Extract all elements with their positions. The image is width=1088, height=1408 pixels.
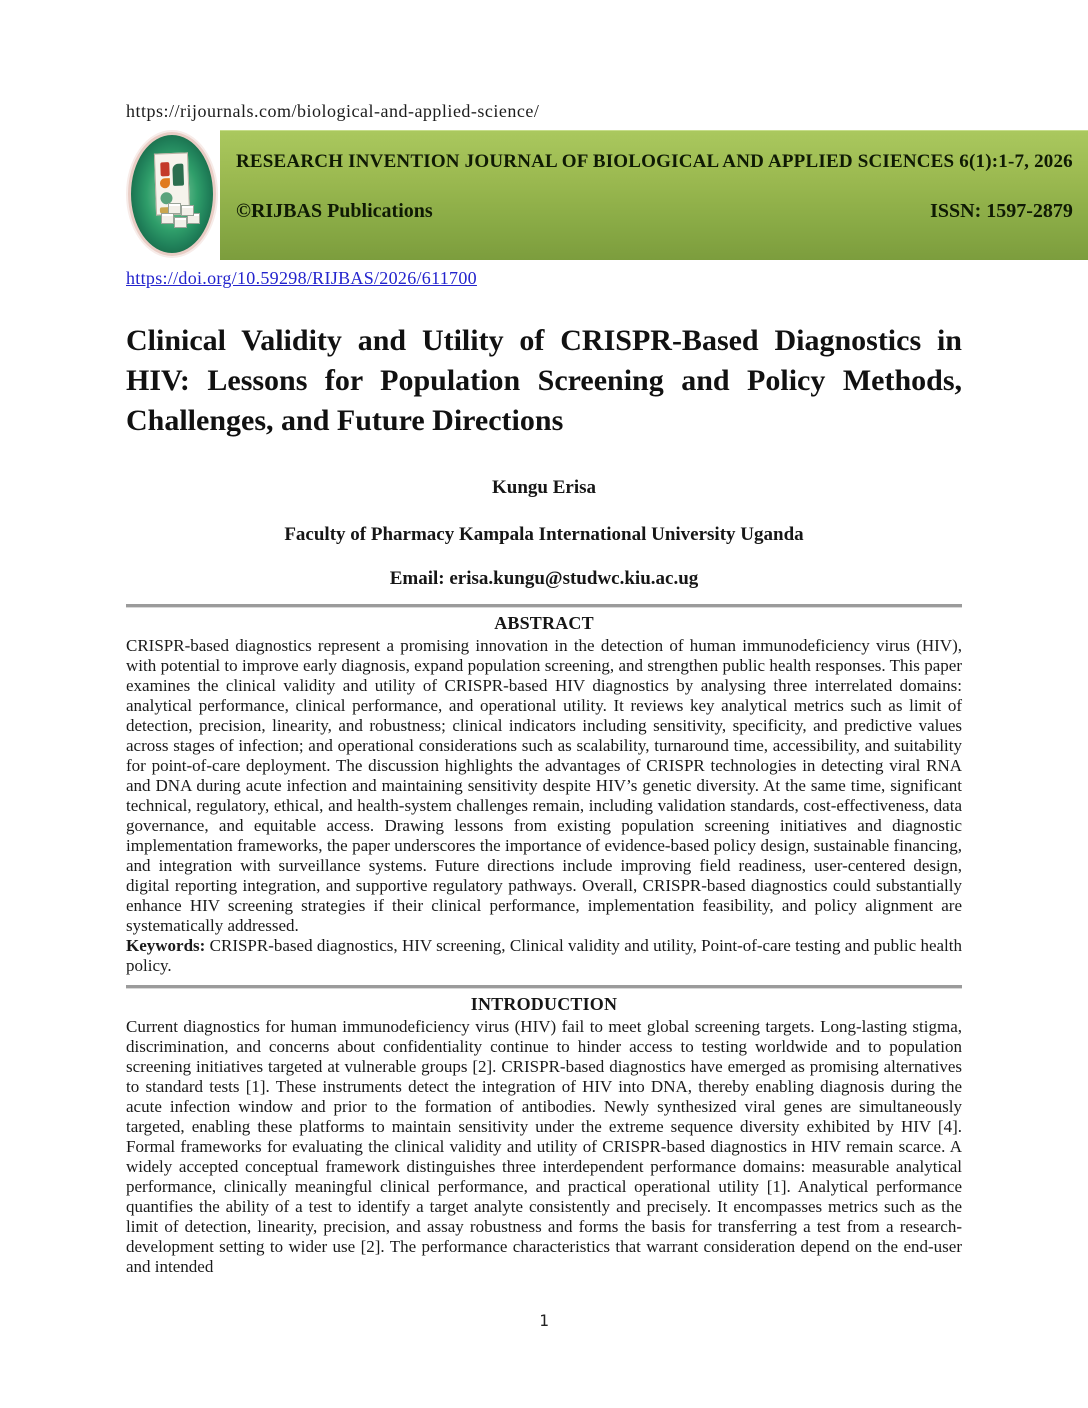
- author-name: Kungu Erisa: [491, 477, 596, 498]
- abstract-heading: ABSTRACT: [494, 613, 594, 633]
- journal-banner: [220, 130, 1088, 260]
- doi-link[interactable]: https://doi.org/10.59298/RIJBAS/2026/611700: [126, 268, 477, 288]
- author-affiliation: Faculty of Pharmacy Kampala International University Uganda: [284, 524, 804, 545]
- issn-label: ISSN: 1597-2879: [930, 200, 1073, 222]
- cover-art-red: [160, 162, 169, 176]
- cover-art-orange: [160, 178, 170, 188]
- journal-header: [126, 130, 1073, 260]
- microscope-graphic: [172, 164, 184, 186]
- keywords-line: [126, 936, 962, 976]
- doi-line: [126, 268, 962, 289]
- page-number: 1: [539, 1311, 549, 1330]
- section-divider: [126, 985, 962, 989]
- cubes-graphic: [161, 201, 205, 235]
- article-title: Clinical Validity and Utility of CRISPR-Based Diagnostics in HIV: Lessons for Population Screening and Policy Methods, Challenges, and Future Directions: [126, 324, 962, 437]
- introduction-heading: INTRODUCTION: [470, 994, 618, 1014]
- journal-logo-icon: [128, 132, 216, 256]
- abstract-text: CRISPR-based diagnostics represent a promising innovation in the detection of human immunodeficiency virus (HIV), with potential to improve early diagnosis, expand population screening, and strengthen public health responses. This paper examines the clinical validity and utility of CRISPR-based HIV diagnostics by analysing three interrelated domains: analytical performance, clinical performance, and operational utility. It reviews key analytical metrics such as limit of detection, precision, linearity, and robustness; clinical indicators including sensitivity, specificity, and predictive values across stages of infection; and operational considerations such as scalability, turnaround time, accessibility, and suitability for point-of-care deployment. The discussion highlights the advantages of CRISPR technologies in detecting viral RNA and DNA during acute infection and maintaining sensitivity despite HIV’s genetic diversity. At the same time, significant technical, regulatory, ethical, and health-system challenges remain, including validation standards, cost-effectiveness, data governance, and equitable access. Drawing lessons from existing population screening initiatives and diagnostic implementation frameworks, the paper underscores the importance of evidence-based policy design, sustainable financing, and integration with surveillance systems. Future directions include improving field readiness, user-centered design, digital reporting integration, and supportive regulatory pathways. Overall, CRISPR-based diagnostics could substantially enhance HIV screening strategies if their clinical performance, implementation feasibility, and policy alignment are systematically addressed.: [126, 636, 962, 935]
- publisher-label: ©RIJBAS Publications: [236, 200, 433, 222]
- journal-name: RESEARCH INVENTION JOURNAL OF BIOLOGICAL AND APPLIED SCIENCES 6(1):1-7, 2026: [236, 151, 1073, 172]
- keywords-list: CRISPR-based diagnostics, HIV screening, Clinical validity and utility, Point-of-care testing and public health policy.: [126, 936, 962, 975]
- keywords-label: Keywords:: [126, 936, 206, 955]
- journal-website-url: https://rijournals.com/biological-and-applied-science/: [126, 101, 540, 121]
- introduction-text: Current diagnostics for human immunodeficiency virus (HIV) fail to meet global screening targets. Long-lasting stigma, discrimination, and concerns about confidentiality continue to hinder access to testing worldwide and to population screening initiatives targeted at vulnerable groups [2]. CRISPR-based diagnostics have emerged as promising alternatives to standard tests [1]. These instruments detect the integration of HIV into DNA, thereby enabling diagnosis during the acute infection window and prior to the formation of antibodies. Newly synthesized viral genes are simultaneously targeted, enabling these platforms to maintain sensitivity under the extreme sequence diversity exhibited by HIV [4]. Formal frameworks for evaluating the clinical validity and utility of CRISPR-based diagnostics in HIV remain scarce. A widely accepted conceptual framework distinguishes three interdependent performance domains: measurable analytical performance, clinically meaningful clinical performance, and practical operational utility [1]. Analytical performance quantifies the ability of a test to identify a target analyte consistently and precisely. It encompasses metrics such as the limit of detection, linearity, precision, and assay robustness and forms the basis for transferring a test from a research-development setting to wider use [2]. The performance characteristics that warrant consideration depend on the end-user and intended: [126, 1017, 962, 1276]
- journal-logo: [126, 130, 220, 260]
- author-email: Email: erisa.kungu@studwc.kiu.ac.ug: [389, 568, 699, 589]
- section-divider: [126, 604, 962, 608]
